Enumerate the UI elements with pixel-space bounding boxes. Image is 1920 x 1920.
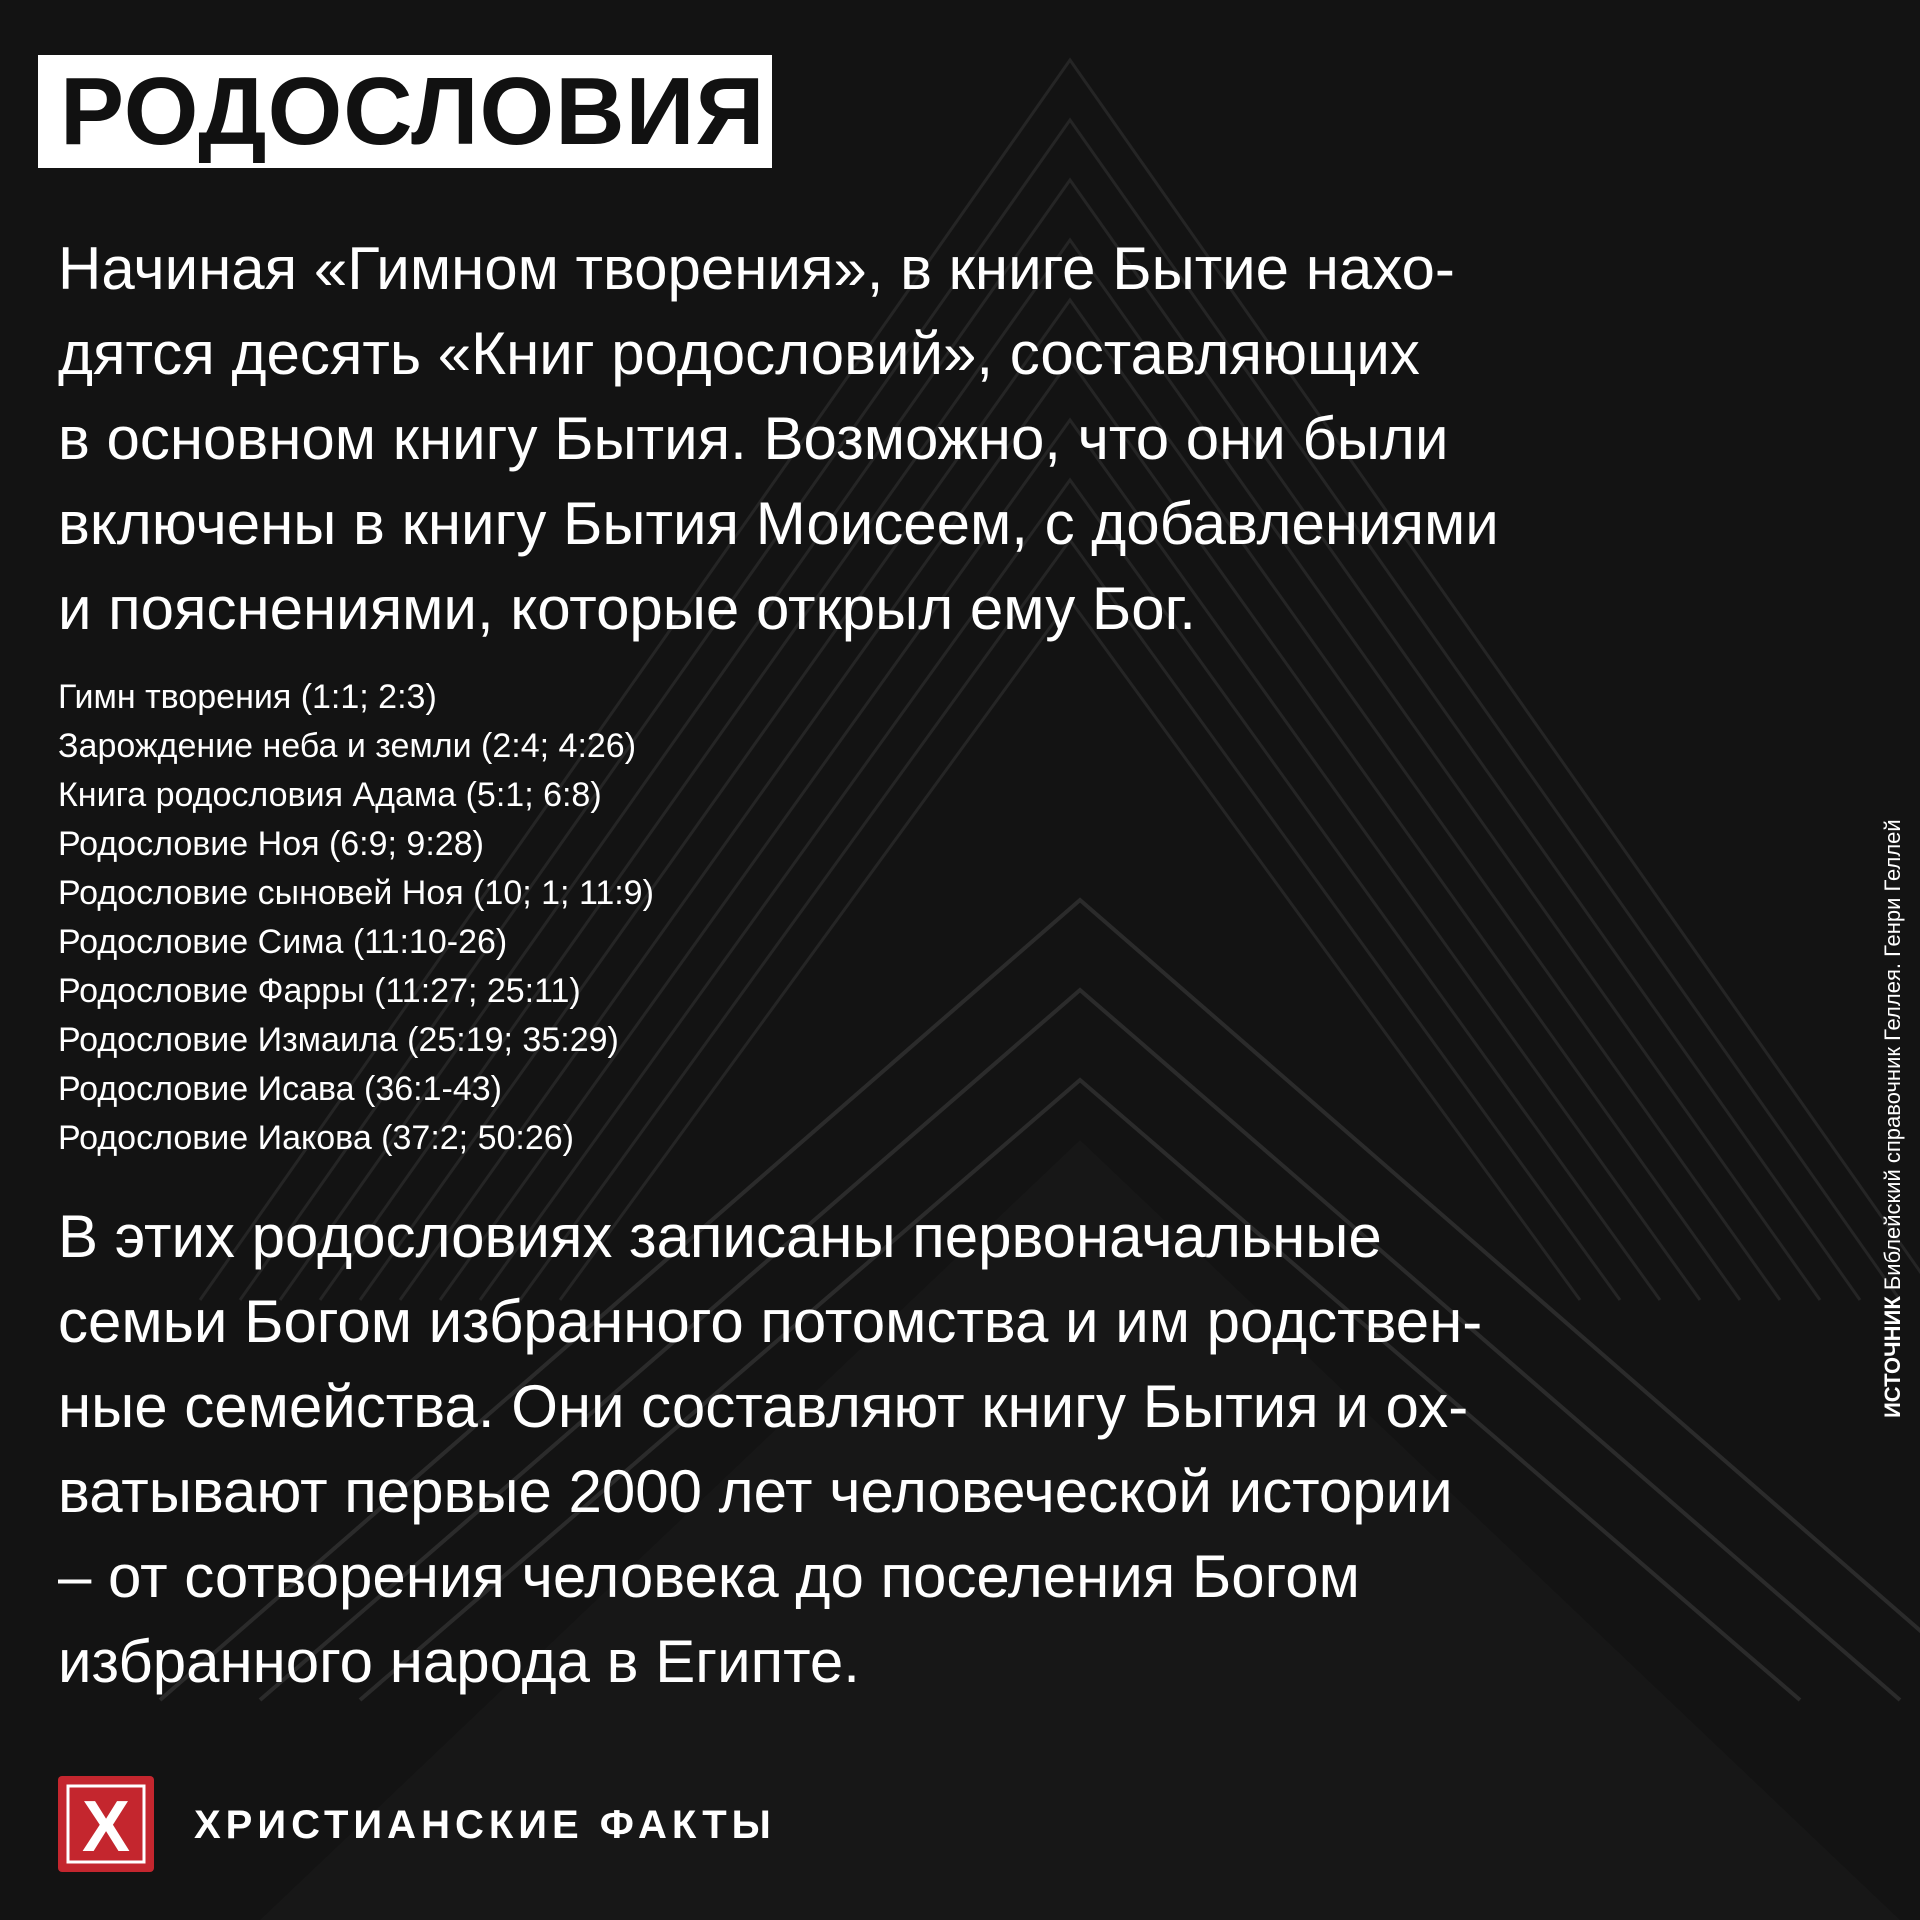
brand-name: ХРИСТИАНСКИЕ ФАКТЫ xyxy=(194,1803,776,1847)
logo-letter: Х xyxy=(81,1787,131,1867)
intro-line: в основном книгу Бытия. Возможно, что они были xyxy=(58,405,1449,472)
list-item: Книга родословия Адама (5:1; 6:8) xyxy=(58,776,602,814)
list-item: Родословие Сима (11:10-26) xyxy=(58,923,508,961)
list-item: Родословие сыновей Ноя (10; 1; 11:9) xyxy=(58,874,654,912)
conclusion-line: избранного народа в Египте. xyxy=(58,1628,860,1695)
page-title: РОДОСЛОВИЯ xyxy=(60,57,766,165)
list-item: Родословие Иакова (37:2; 50:26) xyxy=(58,1119,574,1157)
list-item: Родословие Измаила (25:19; 35:29) xyxy=(58,1021,619,1059)
list-item: Родословие Фарры (11:27; 25:11) xyxy=(58,972,581,1010)
conclusion-line: ные семейства. Они составляют книгу Бытия и ох- xyxy=(58,1373,1469,1440)
source-label: ИСТОЧНИК xyxy=(1880,1296,1905,1418)
list-item: Зарождение неба и земли (2:4; 4:26) xyxy=(58,727,637,765)
intro-paragraph xyxy=(58,226,1818,651)
source-credit xyxy=(1882,819,1904,1418)
intro-line: Начиная «Гимном творения», в книге Бытие нахо- xyxy=(58,235,1455,302)
christian-facts-logo-icon xyxy=(58,1776,154,1872)
conclusion-line: – от сотворения человека до поселения Богом xyxy=(58,1543,1360,1610)
genealogy-list xyxy=(58,673,654,1163)
intro-line: включены в книгу Бытия Моисеем, с добавлениями xyxy=(58,490,1499,557)
intro-line: и пояснениями, которые открыл ему Бог. xyxy=(58,575,1196,642)
list-item: Родословие Ноя (6:9; 9:28) xyxy=(58,825,484,863)
conclusion-line: ватывают первые 2000 лет человеческой истории xyxy=(58,1458,1453,1525)
source-text: Библейский справочник Геллея. Генри Геллей xyxy=(1880,819,1905,1297)
list-item: Родословие Исава (36:1-43) xyxy=(58,1070,502,1108)
conclusion-paragraph xyxy=(58,1194,1818,1704)
title-banner xyxy=(38,55,772,168)
intro-line: дятся десять «Книг родословий», составляющих xyxy=(58,320,1420,387)
conclusion-line: семьи Богом избранного потомства и им родствен- xyxy=(58,1288,1483,1355)
conclusion-line: В этих родословиях записаны первоначальные xyxy=(58,1203,1382,1270)
list-item: Гимн творения (1:1; 2:3) xyxy=(58,678,437,716)
